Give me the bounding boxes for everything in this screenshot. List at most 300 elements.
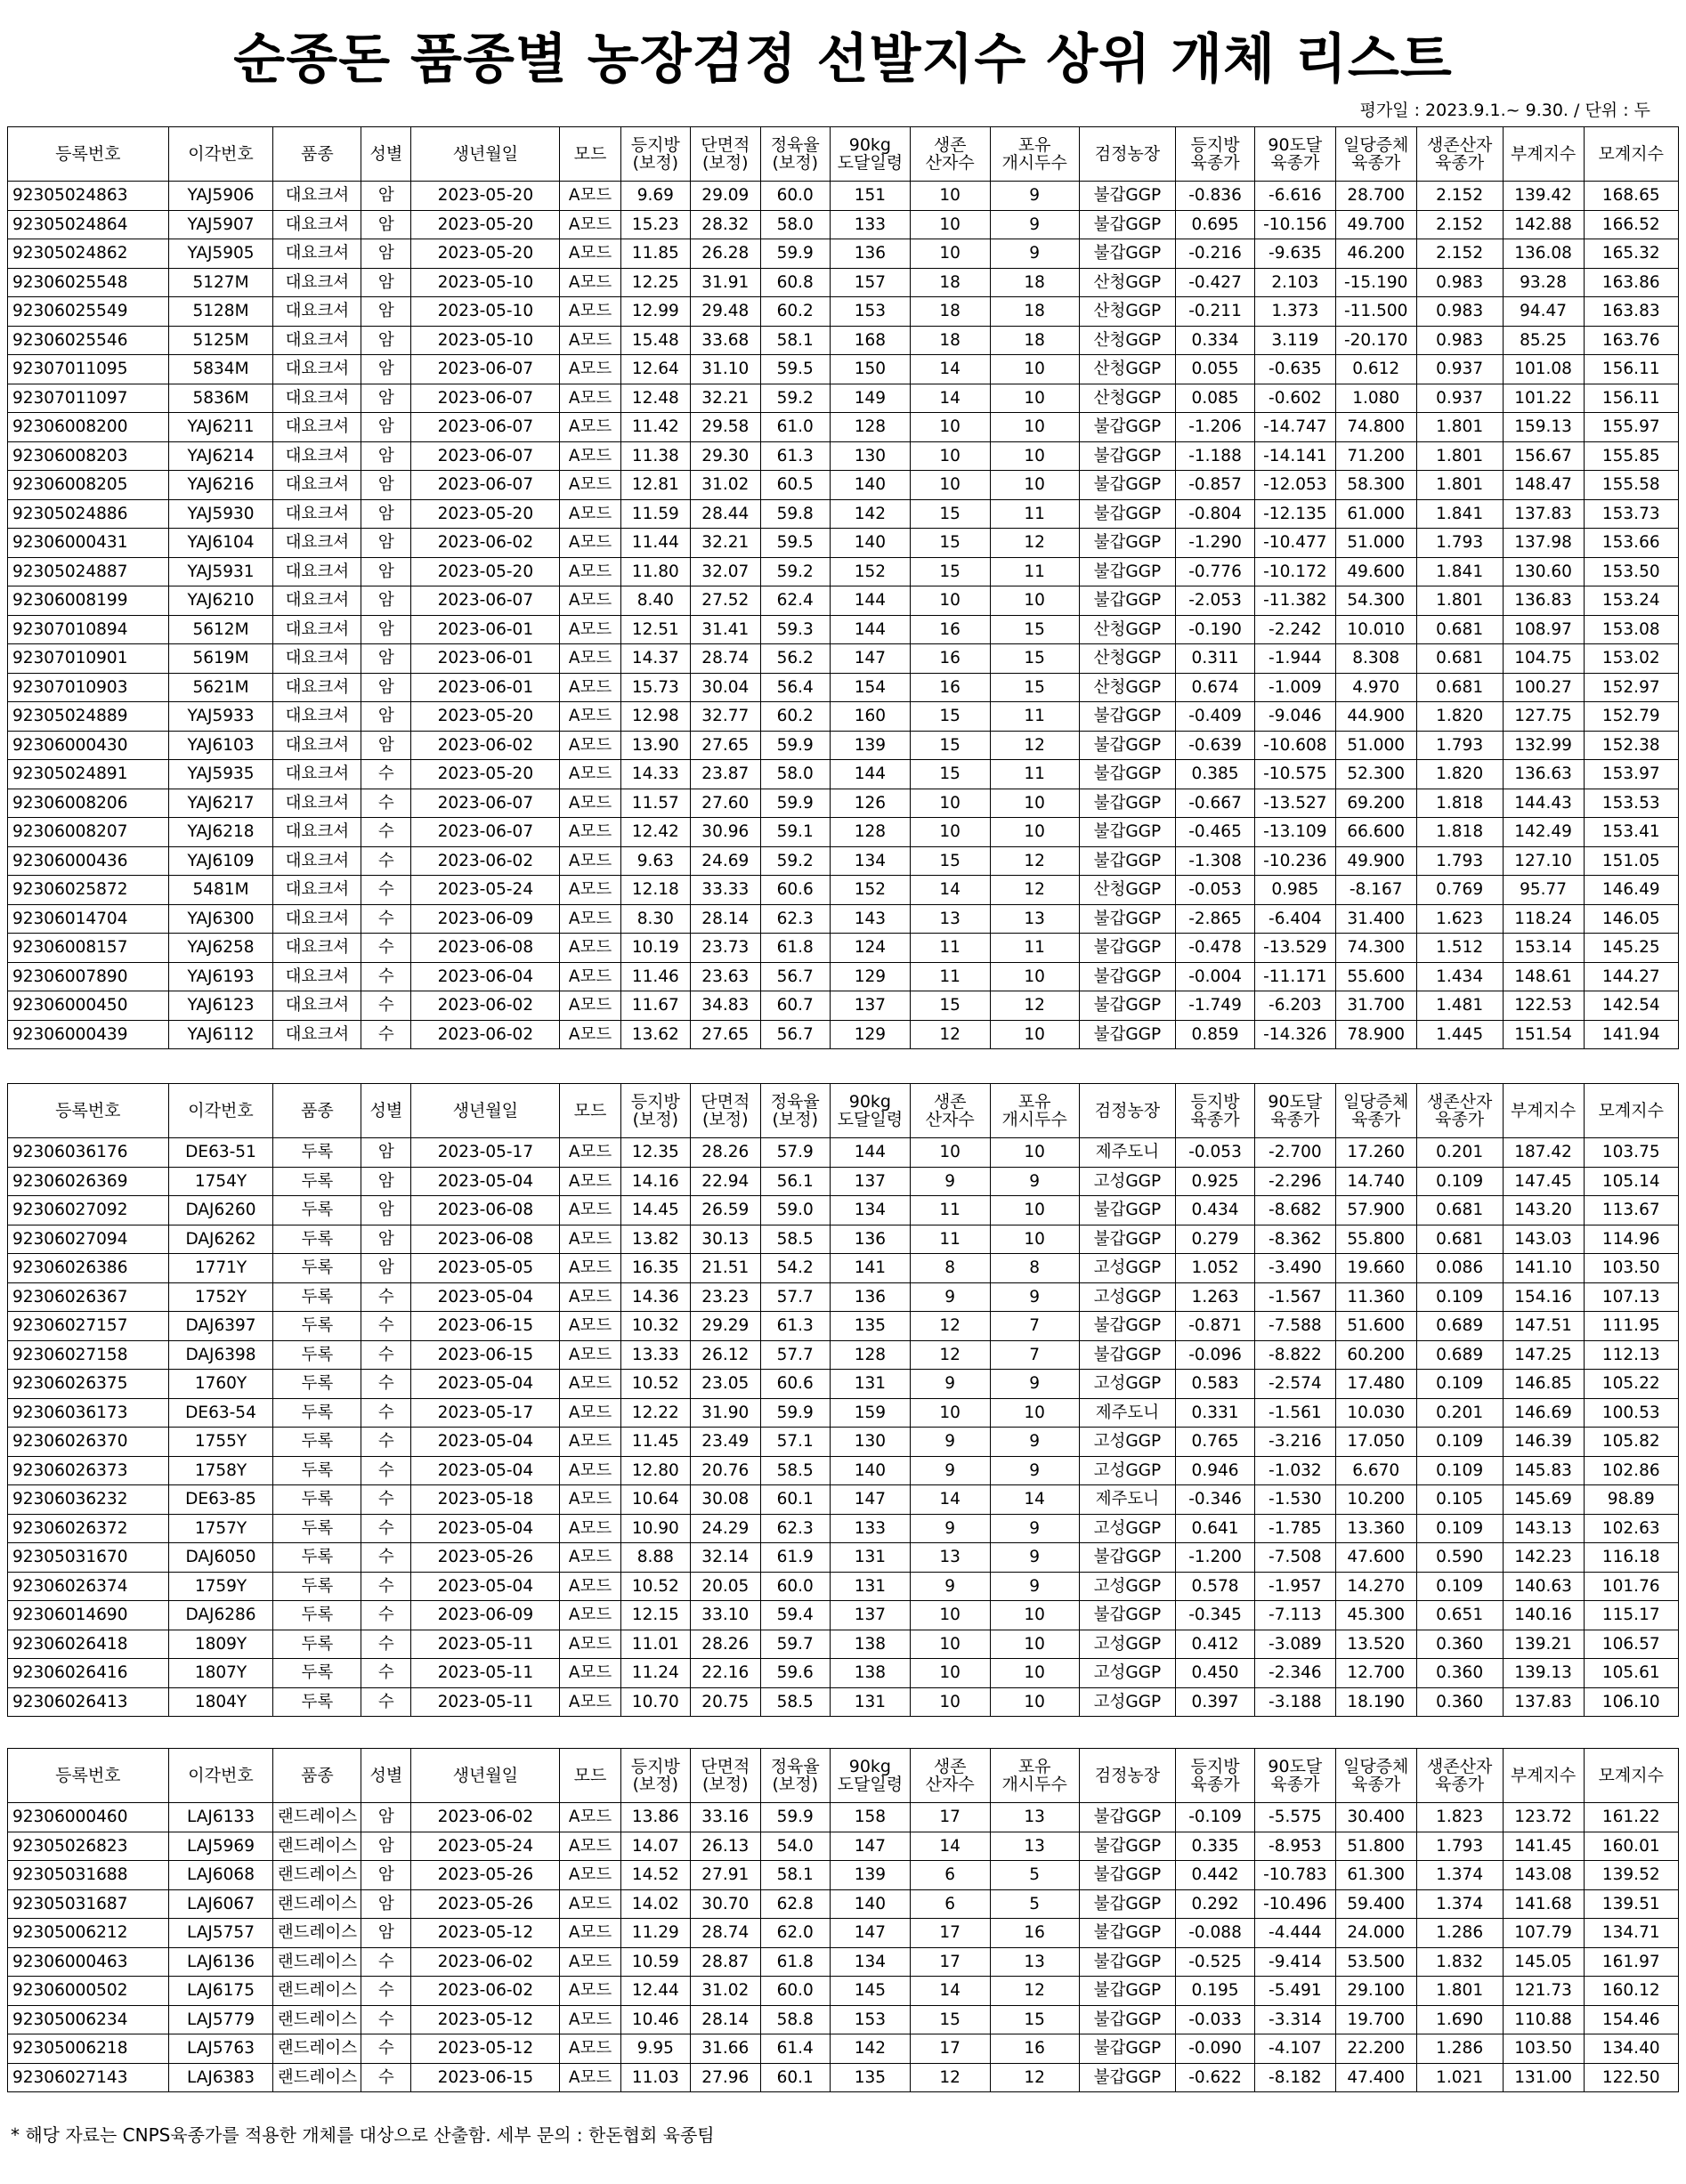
cell-breed: 대요크셔 — [273, 326, 361, 355]
cell-dam-index: 152.38 — [1584, 731, 1679, 760]
cell-backfat-ebv: -0.525 — [1176, 1947, 1255, 1977]
column-header-ear-tag — [168, 127, 273, 182]
column-header-text: (보정) — [702, 1110, 749, 1129]
cell-days90-ebv: -0.602 — [1254, 384, 1335, 413]
cell-dam-index: 152.79 — [1584, 702, 1679, 732]
cell-reg-no: 92307011097 — [8, 384, 169, 413]
cell-ear-tag: 5127M — [168, 268, 273, 297]
cell-sex: 수 — [361, 789, 411, 818]
cell-lean-pct: 59.0 — [760, 1196, 830, 1225]
cell-ear-tag: YAJ6112 — [168, 1020, 273, 1049]
cell-adg-ebv: 66.600 — [1335, 818, 1416, 847]
cell-days-90kg: 143 — [830, 904, 910, 934]
cell-ear-tag: DAJ6397 — [168, 1312, 273, 1341]
column-header-reg-no — [8, 1084, 169, 1138]
cell-days-90kg: 147 — [830, 1832, 910, 1861]
cell-born-alive: 17 — [910, 1919, 990, 1948]
cell-sex: 암 — [361, 182, 411, 211]
cell-days90-ebv: -1.530 — [1254, 1485, 1335, 1515]
cell-sire-index: 131.00 — [1503, 2063, 1584, 2092]
cell-nursing-start: 11 — [990, 760, 1079, 789]
cell-mode: A모드 — [560, 557, 620, 586]
cell-reg-no: 92305031670 — [8, 1543, 169, 1573]
cell-loin-area: 21.51 — [691, 1254, 760, 1283]
cell-loin-area: 29.29 — [691, 1312, 760, 1341]
column-header-text: 정육율 — [770, 1092, 820, 1112]
cell-test-farm: 고성GGP — [1079, 1659, 1175, 1688]
cell-breed: 랜드레이스 — [273, 1947, 361, 1977]
cell-breed: 두록 — [273, 1428, 361, 1457]
cell-mode: A모드 — [560, 644, 620, 674]
cell-reg-no: 92306026416 — [8, 1659, 169, 1688]
cell-dam-index: 153.50 — [1584, 557, 1679, 586]
cell-ear-tag: YAJ6104 — [168, 529, 273, 558]
cell-dam-index: 105.61 — [1584, 1659, 1679, 1688]
cell-loin-area: 20.76 — [691, 1456, 760, 1485]
cell-adg-ebv: 54.300 — [1335, 586, 1416, 616]
cell-breed: 두록 — [273, 1254, 361, 1283]
cell-test-farm: 불갑GGP — [1079, 210, 1175, 239]
cell-days-90kg: 134 — [830, 1947, 910, 1977]
cell-dam-index: 146.49 — [1584, 876, 1679, 905]
cell-adg-ebv: 14.270 — [1335, 1572, 1416, 1601]
cell-backfat-ebv: -0.216 — [1176, 239, 1255, 269]
cell-adg-ebv: 17.050 — [1335, 1428, 1416, 1457]
cell-days-90kg: 158 — [830, 1803, 910, 1832]
cell-born-alive-ebv: 0.109 — [1416, 1428, 1503, 1457]
cell-test-farm: 산청GGP — [1079, 644, 1175, 674]
cell-lean-pct: 59.9 — [760, 789, 830, 818]
column-header-text: 이각번호 — [188, 144, 254, 164]
cell-born-alive-ebv: 0.201 — [1416, 1138, 1503, 1168]
cell-backfat: 10.32 — [620, 1312, 690, 1341]
cell-reg-no: 92306026373 — [8, 1456, 169, 1485]
cell-backfat-ebv: -0.836 — [1176, 182, 1255, 211]
cell-backfat: 15.23 — [620, 210, 690, 239]
cell-days90-ebv: -8.182 — [1254, 2063, 1335, 2092]
cell-days90-ebv: 1.373 — [1254, 297, 1335, 327]
cell-days-90kg: 135 — [830, 1312, 910, 1341]
column-header-mode — [560, 1084, 620, 1138]
cell-mode: A모드 — [560, 1572, 620, 1601]
cell-backfat: 12.42 — [620, 818, 690, 847]
cell-loin-area: 22.16 — [691, 1659, 760, 1688]
cell-days-90kg: 131 — [830, 1543, 910, 1573]
cell-born-alive: 10 — [910, 471, 990, 500]
column-header-text: 육종가 — [1351, 1775, 1401, 1794]
cell-breed: 대요크셔 — [273, 355, 361, 384]
cell-sex: 수 — [361, 2005, 411, 2034]
cell-nursing-start: 5 — [990, 1889, 1079, 1919]
cell-loin-area: 30.70 — [691, 1889, 760, 1919]
cell-lean-pct: 54.2 — [760, 1254, 830, 1283]
cell-loin-area: 28.26 — [691, 1630, 760, 1659]
cell-breed: 랜드레이스 — [273, 1919, 361, 1948]
cell-adg-ebv: 55.600 — [1335, 962, 1416, 991]
cell-born-alive: 14 — [910, 1977, 990, 2006]
cell-loin-area: 29.58 — [691, 413, 760, 442]
cell-mode: A모드 — [560, 586, 620, 616]
cell-days-90kg: 128 — [830, 818, 910, 847]
cell-born-alive-ebv: 1.841 — [1416, 499, 1503, 529]
cell-adg-ebv: 49.600 — [1335, 557, 1416, 586]
cell-adg-ebv: 10.200 — [1335, 1485, 1416, 1515]
cell-days90-ebv: -8.822 — [1254, 1340, 1335, 1370]
cell-lean-pct: 56.4 — [760, 673, 830, 702]
cell-mode: A모드 — [560, 413, 620, 442]
cell-days90-ebv: -2.242 — [1254, 615, 1335, 644]
cell-backfat-ebv: -0.345 — [1176, 1601, 1255, 1630]
cell-sire-index: 148.61 — [1503, 962, 1584, 991]
cell-sex: 암 — [361, 326, 411, 355]
cell-ear-tag: 5834M — [168, 355, 273, 384]
cell-days-90kg: 140 — [830, 529, 910, 558]
cell-backfat-ebv: 0.331 — [1176, 1398, 1255, 1428]
column-header-backfat — [620, 127, 690, 182]
cell-backfat: 14.45 — [620, 1196, 690, 1225]
cell-breed: 랜드레이스 — [273, 2063, 361, 2092]
cell-nursing-start: 13 — [990, 1803, 1079, 1832]
cell-nursing-start: 9 — [990, 1370, 1079, 1399]
table-row — [8, 1370, 1679, 1399]
cell-test-farm: 불갑GGP — [1079, 1196, 1175, 1225]
cell-mode: A모드 — [560, 2005, 620, 2034]
cell-backfat: 12.98 — [620, 702, 690, 732]
cell-born-alive: 16 — [910, 615, 990, 644]
cell-breed: 랜드레이스 — [273, 1832, 361, 1861]
cell-nursing-start: 11 — [990, 702, 1079, 732]
cell-born-alive-ebv: 0.937 — [1416, 355, 1503, 384]
cell-mode: A모드 — [560, 2063, 620, 2092]
cell-born-alive: 14 — [910, 384, 990, 413]
cell-born-alive: 8 — [910, 1254, 990, 1283]
cell-dam-index: 100.53 — [1584, 1398, 1679, 1428]
cell-sex: 암 — [361, 210, 411, 239]
table-row — [8, 1428, 1679, 1457]
cell-backfat: 14.33 — [620, 760, 690, 789]
cell-days90-ebv: -0.635 — [1254, 355, 1335, 384]
cell-reg-no: 92306026370 — [8, 1428, 169, 1457]
cell-days90-ebv: -13.529 — [1254, 934, 1335, 963]
cell-breed: 대요크셔 — [273, 239, 361, 269]
cell-days90-ebv: -10.156 — [1254, 210, 1335, 239]
cell-test-farm: 불갑GGP — [1079, 731, 1175, 760]
column-header-text: 90도달 — [1268, 1092, 1323, 1112]
cell-mode: A모드 — [560, 702, 620, 732]
cell-adg-ebv: 45.300 — [1335, 1601, 1416, 1630]
cell-reg-no: 92306014690 — [8, 1601, 169, 1630]
cell-backfat-ebv: -2.053 — [1176, 586, 1255, 616]
cell-dam-index: 155.97 — [1584, 413, 1679, 442]
cell-loin-area: 34.83 — [691, 991, 760, 1021]
cell-adg-ebv: 13.520 — [1335, 1630, 1416, 1659]
cell-backfat: 10.70 — [620, 1687, 690, 1717]
cell-sire-index: 141.45 — [1503, 1832, 1584, 1861]
cell-backfat-ebv: 0.925 — [1176, 1167, 1255, 1196]
cell-backfat: 11.29 — [620, 1919, 690, 1948]
table-row — [8, 1947, 1679, 1977]
cell-days-90kg: 129 — [830, 962, 910, 991]
cell-days-90kg: 130 — [830, 441, 910, 471]
column-header-text: 산자수 — [925, 1110, 975, 1129]
cell-born-alive: 10 — [910, 1138, 990, 1168]
cell-backfat-ebv: -1.200 — [1176, 1543, 1255, 1573]
cell-mode: A모드 — [560, 1138, 620, 1168]
cell-sire-index: 143.03 — [1503, 1225, 1584, 1254]
cell-dam-index: 163.83 — [1584, 297, 1679, 327]
cell-backfat: 11.38 — [620, 441, 690, 471]
cell-mode: A모드 — [560, 384, 620, 413]
cell-sex: 암 — [361, 1861, 411, 1890]
column-header-text: 성별 — [369, 1101, 403, 1120]
cell-test-farm: 불갑GGP — [1079, 1977, 1175, 2006]
cell-backfat-ebv: 0.335 — [1176, 1832, 1255, 1861]
column-header-text: 포유 — [1017, 1092, 1051, 1112]
cell-reg-no: 92305024864 — [8, 210, 169, 239]
cell-days-90kg: 147 — [830, 644, 910, 674]
cell-nursing-start: 9 — [990, 1282, 1079, 1312]
cell-reg-no: 92306036173 — [8, 1398, 169, 1428]
cell-backfat: 14.52 — [620, 1861, 690, 1890]
cell-sex: 암 — [361, 441, 411, 471]
cell-dam-index: 113.67 — [1584, 1196, 1679, 1225]
cell-birth-date: 2023-06-04 — [411, 962, 560, 991]
cell-test-farm: 불갑GGP — [1079, 413, 1175, 442]
cell-born-alive-ebv: 0.983 — [1416, 297, 1503, 327]
column-header-text: 성별 — [369, 144, 403, 164]
cell-days90-ebv: -12.135 — [1254, 499, 1335, 529]
cell-backfat-ebv: -1.290 — [1176, 529, 1255, 558]
cell-backfat-ebv: -0.667 — [1176, 789, 1255, 818]
cell-sex: 수 — [361, 1659, 411, 1688]
cell-adg-ebv: 28.700 — [1335, 182, 1416, 211]
cell-ear-tag: LAJ6068 — [168, 1861, 273, 1890]
cell-backfat: 15.73 — [620, 673, 690, 702]
cell-birth-date: 2023-05-20 — [411, 210, 560, 239]
cell-sex: 암 — [361, 731, 411, 760]
cell-adg-ebv: 51.800 — [1335, 1832, 1416, 1861]
column-header-text: 90도달 — [1268, 1757, 1323, 1776]
cell-born-alive: 10 — [910, 413, 990, 442]
cell-born-alive: 18 — [910, 297, 990, 327]
cell-loin-area: 28.26 — [691, 1138, 760, 1168]
cell-sire-index: 104.75 — [1503, 644, 1584, 674]
cell-reg-no: 92306008205 — [8, 471, 169, 500]
cell-test-farm: 고성GGP — [1079, 1167, 1175, 1196]
cell-ear-tag: 1754Y — [168, 1167, 273, 1196]
cell-backfat: 14.02 — [620, 1889, 690, 1919]
cell-mode: A모드 — [560, 1977, 620, 2006]
cell-born-alive: 15 — [910, 731, 990, 760]
cell-birth-date: 2023-05-24 — [411, 876, 560, 905]
cell-loin-area: 32.07 — [691, 557, 760, 586]
cell-lean-pct: 56.2 — [760, 644, 830, 674]
cell-dam-index: 103.75 — [1584, 1138, 1679, 1168]
cell-breed: 대요크셔 — [273, 210, 361, 239]
cell-sex: 암 — [361, 355, 411, 384]
cell-lean-pct: 59.3 — [760, 615, 830, 644]
table-row — [8, 182, 1679, 211]
cell-loin-area: 27.96 — [691, 2063, 760, 2092]
table-row — [8, 2063, 1679, 2092]
cell-sex: 암 — [361, 673, 411, 702]
cell-born-alive-ebv: 1.818 — [1416, 789, 1503, 818]
cell-test-farm: 불갑GGP — [1079, 1225, 1175, 1254]
cell-born-alive: 15 — [910, 2005, 990, 2034]
column-header-lean-pct — [760, 127, 830, 182]
cell-backfat: 9.95 — [620, 2034, 690, 2064]
cell-reg-no: 92305024891 — [8, 760, 169, 789]
cell-reg-no: 92306026375 — [8, 1370, 169, 1399]
column-header-text: 등지방 — [1190, 1092, 1240, 1112]
cell-adg-ebv: 0.612 — [1335, 355, 1416, 384]
cell-born-alive-ebv: 1.793 — [1416, 846, 1503, 876]
cell-mode: A모드 — [560, 268, 620, 297]
cell-birth-date: 2023-05-04 — [411, 1282, 560, 1312]
cell-test-farm: 불갑GGP — [1079, 586, 1175, 616]
column-header-breed — [273, 127, 361, 182]
cell-birth-date: 2023-05-26 — [411, 1889, 560, 1919]
cell-days90-ebv: -10.608 — [1254, 731, 1335, 760]
cell-sex: 수 — [361, 1572, 411, 1601]
column-header-text: 육종가 — [1435, 1775, 1485, 1794]
cell-adg-ebv: 74.800 — [1335, 413, 1416, 442]
cell-born-alive-ebv: 0.689 — [1416, 1340, 1503, 1370]
cell-sex: 암 — [361, 1225, 411, 1254]
cell-born-alive: 13 — [910, 1543, 990, 1573]
cell-birth-date: 2023-06-02 — [411, 731, 560, 760]
cell-sire-index: 136.08 — [1503, 239, 1584, 269]
cell-birth-date: 2023-05-11 — [411, 1687, 560, 1717]
cell-sex: 수 — [361, 1340, 411, 1370]
cell-born-alive-ebv: 1.801 — [1416, 471, 1503, 500]
cell-backfat: 12.35 — [620, 1138, 690, 1168]
cell-birth-date: 2023-06-07 — [411, 441, 560, 471]
cell-backfat: 12.51 — [620, 615, 690, 644]
cell-born-alive: 10 — [910, 789, 990, 818]
cell-days90-ebv: -1.032 — [1254, 1456, 1335, 1485]
cell-born-alive: 16 — [910, 673, 990, 702]
cell-backfat-ebv: -0.088 — [1176, 1919, 1255, 1948]
cell-adg-ebv: 61.300 — [1335, 1861, 1416, 1890]
cell-adg-ebv: 44.900 — [1335, 702, 1416, 732]
cell-test-farm: 불갑GGP — [1079, 557, 1175, 586]
cell-sire-index: 143.13 — [1503, 1514, 1584, 1543]
cell-sex: 수 — [361, 2034, 411, 2064]
cell-dam-index: 151.05 — [1584, 846, 1679, 876]
cell-backfat: 8.40 — [620, 586, 690, 616]
column-header-test-farm — [1079, 1749, 1175, 1803]
column-header-loin-area — [691, 127, 760, 182]
cell-days90-ebv: -9.046 — [1254, 702, 1335, 732]
cell-adg-ebv: 51.000 — [1335, 529, 1416, 558]
cell-breed: 두록 — [273, 1225, 361, 1254]
cell-sex: 암 — [361, 1832, 411, 1861]
column-header-text: 육종가 — [1351, 1110, 1401, 1129]
cell-sire-index: 154.16 — [1503, 1282, 1584, 1312]
cell-test-farm: 산청GGP — [1079, 297, 1175, 327]
cell-lean-pct: 60.5 — [760, 471, 830, 500]
cell-nursing-start: 13 — [990, 904, 1079, 934]
cell-born-alive: 9 — [910, 1456, 990, 1485]
cell-sex: 수 — [361, 1370, 411, 1399]
column-header-text: 육종가 — [1435, 153, 1485, 173]
cell-days-90kg: 159 — [830, 1398, 910, 1428]
cell-ear-tag: 1759Y — [168, 1572, 273, 1601]
cell-mode: A모드 — [560, 1543, 620, 1573]
cell-backfat-ebv: -0.409 — [1176, 702, 1255, 732]
table-row — [8, 210, 1679, 239]
cell-sire-index: 123.72 — [1503, 1803, 1584, 1832]
cell-loin-area: 28.74 — [691, 644, 760, 674]
column-header-sex — [361, 1749, 411, 1803]
cell-adg-ebv: 14.740 — [1335, 1167, 1416, 1196]
cell-dam-index: 153.24 — [1584, 586, 1679, 616]
column-header-text: 도달일령 — [837, 1110, 904, 1129]
cell-dam-index: 168.65 — [1584, 182, 1679, 211]
cell-mode: A모드 — [560, 1514, 620, 1543]
cell-born-alive: 10 — [910, 182, 990, 211]
cell-lean-pct: 56.1 — [760, 1167, 830, 1196]
cell-test-farm: 불갑GGP — [1079, 2063, 1175, 2092]
cell-loin-area: 26.28 — [691, 239, 760, 269]
cell-sex: 암 — [361, 413, 411, 442]
cell-test-farm: 불갑GGP — [1079, 1601, 1175, 1630]
cell-adg-ebv: -11.500 — [1335, 297, 1416, 327]
cell-days90-ebv: -11.382 — [1254, 586, 1335, 616]
table-row — [8, 557, 1679, 586]
cell-reg-no: 92306026374 — [8, 1572, 169, 1601]
cell-born-alive-ebv: 0.109 — [1416, 1514, 1503, 1543]
cell-backfat-ebv: 0.334 — [1176, 326, 1255, 355]
cell-loin-area: 33.10 — [691, 1601, 760, 1630]
cell-mode: A모드 — [560, 789, 620, 818]
table-row — [8, 499, 1679, 529]
column-header-text: (보정) — [772, 1110, 819, 1129]
cell-adg-ebv: 19.700 — [1335, 2005, 1416, 2034]
cell-dam-index: 142.54 — [1584, 991, 1679, 1021]
cell-backfat: 13.86 — [620, 1803, 690, 1832]
cell-lean-pct: 58.5 — [760, 1456, 830, 1485]
cell-sire-index: 108.97 — [1503, 615, 1584, 644]
column-header-born-alive-ebv — [1416, 1084, 1503, 1138]
cell-dam-index: 105.82 — [1584, 1428, 1679, 1457]
cell-born-alive: 11 — [910, 934, 990, 963]
cell-backfat-ebv: 0.450 — [1176, 1659, 1255, 1688]
cell-mode: A모드 — [560, 1832, 620, 1861]
cell-birth-date: 2023-06-07 — [411, 789, 560, 818]
cell-days-90kg: 138 — [830, 1630, 910, 1659]
cell-born-alive: 12 — [910, 1312, 990, 1341]
cell-backfat: 11.85 — [620, 239, 690, 269]
cell-breed: 두록 — [273, 1572, 361, 1601]
cell-born-alive: 11 — [910, 962, 990, 991]
cell-loin-area: 29.30 — [691, 441, 760, 471]
cell-born-alive-ebv: 0.360 — [1416, 1687, 1503, 1717]
column-header-text: 육종가 — [1190, 1775, 1240, 1794]
cell-days-90kg: 129 — [830, 1020, 910, 1049]
column-header-text: 부계지수 — [1510, 144, 1577, 164]
cell-birth-date: 2023-05-24 — [411, 1832, 560, 1861]
footnote: * 해당 자료는 CNPS육종가를 적용한 개체를 대상으로 산출함. 세부 문의 : 한돈협회 육종팀 — [11, 2124, 715, 2146]
cell-adg-ebv: -20.170 — [1335, 326, 1416, 355]
cell-born-alive: 10 — [910, 210, 990, 239]
cell-dam-index: 163.76 — [1584, 326, 1679, 355]
cell-lean-pct: 59.9 — [760, 239, 830, 269]
cell-born-alive: 12 — [910, 2063, 990, 2092]
cell-days90-ebv: -13.527 — [1254, 789, 1335, 818]
column-header-text: 개시두수 — [1001, 1110, 1067, 1129]
